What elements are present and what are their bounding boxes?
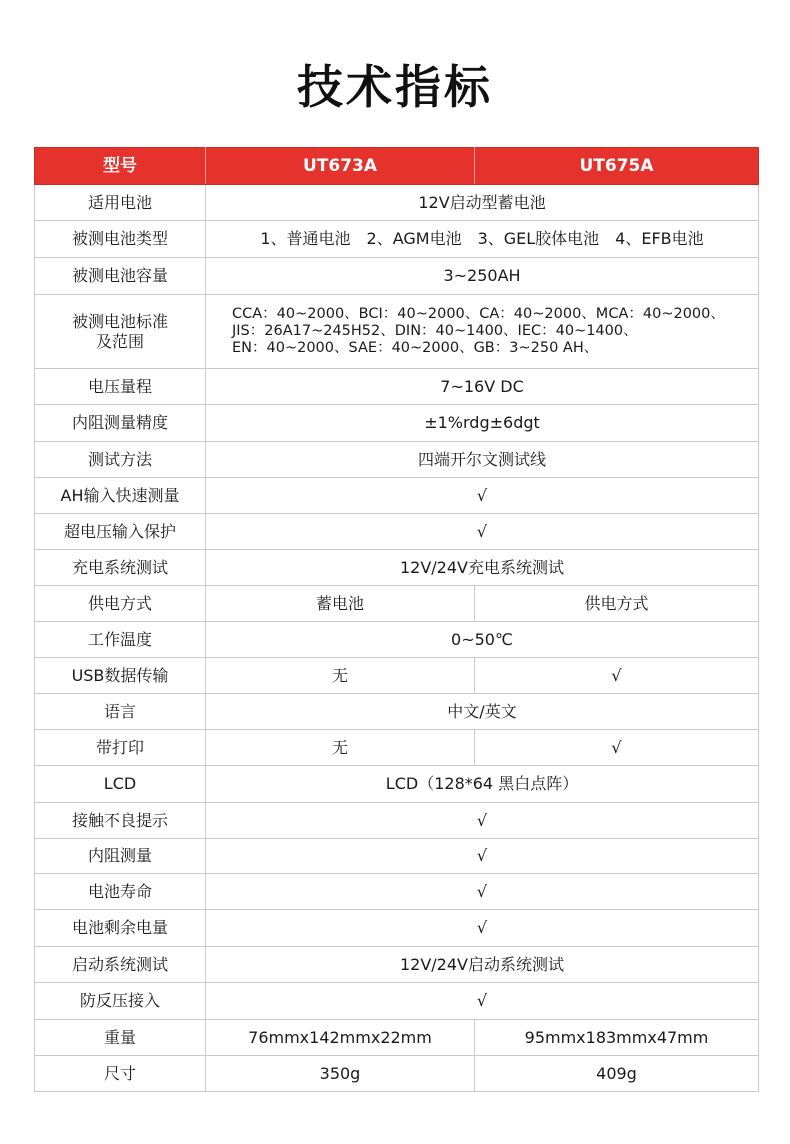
row-value: √: [206, 839, 759, 874]
header-model-b: UT675A: [475, 148, 759, 185]
row-value: √: [206, 983, 759, 1020]
row-value: √: [206, 874, 759, 910]
row-label-line: 及范围: [95, 331, 144, 351]
row-label: 被测电池容量: [35, 258, 206, 295]
row-value-b: √: [475, 658, 759, 694]
row-value: LCD（128*64 黑白点阵）: [206, 766, 759, 803]
row-label: 内阻测量精度: [35, 405, 206, 442]
table-row: [35, 694, 759, 730]
row-label: 重量: [35, 1020, 206, 1056]
row-value-a: 无: [206, 730, 475, 766]
row-label: 适用电池: [35, 185, 206, 221]
row-label: 工作温度: [35, 622, 206, 658]
row-label: 带打印: [35, 730, 206, 766]
table-row: [35, 405, 759, 442]
row-label: LCD: [35, 766, 206, 803]
table-row: [35, 1056, 759, 1092]
header-model-a: UT673A: [206, 148, 475, 185]
table-row: [35, 658, 759, 694]
spec-table: [34, 147, 759, 1092]
row-value: √: [206, 910, 759, 947]
row-value: 1、普通电池 2、AGM电池 3、GEL胶体电池 4、EFB电池: [206, 221, 759, 258]
row-value: 3~250AH: [206, 258, 759, 295]
row-value: √: [206, 803, 759, 839]
page-title: 技术指标: [297, 60, 493, 114]
table-row: [35, 514, 759, 550]
table-row: [35, 369, 759, 405]
row-label: 尺寸: [35, 1056, 206, 1092]
row-label: 电池寿命: [35, 874, 206, 910]
table-row: [35, 221, 759, 258]
table-row: [35, 910, 759, 947]
header-label-cell: 型号: [35, 148, 206, 185]
table-row: [35, 442, 759, 478]
row-label: 被测电池类型: [35, 221, 206, 258]
row-label: 充电系统测试: [35, 550, 206, 586]
row-label: 接触不良提示: [35, 803, 206, 839]
row-value: 7~16V DC: [206, 369, 759, 405]
row-value: ±1%rdg±6dgt: [206, 405, 759, 442]
row-value-standards: [206, 295, 759, 369]
table-row: [35, 730, 759, 766]
table-row: [35, 550, 759, 586]
table-row: [35, 803, 759, 839]
row-label: 内阻测量: [35, 839, 206, 874]
row-label: 语言: [35, 694, 206, 730]
row-value-b: 95mmx183mmx47mm: [475, 1020, 759, 1056]
table-row: [35, 258, 759, 295]
row-label: [35, 295, 206, 369]
row-value: 四端开尔文测试线: [206, 442, 759, 478]
row-label: AH输入快速测量: [35, 478, 206, 514]
standards-line: JIS：26A17~245H52、DIN：40~1400、IEC：40~1400、: [232, 323, 638, 339]
row-label-line: 被测电池标准: [71, 311, 168, 331]
row-label: USB数据传输: [35, 658, 206, 694]
table-row: [35, 478, 759, 514]
row-value: √: [206, 514, 759, 550]
standards-line: CCA：40~2000、BCI：40~2000、CA：40~2000、MCA：40~2000、: [232, 306, 725, 322]
row-value-b: 供电方式: [475, 586, 759, 622]
row-value: 中文/英文: [206, 694, 759, 730]
row-value-a: 无: [206, 658, 475, 694]
table-header-row: [35, 148, 759, 185]
row-label: 供电方式: [35, 586, 206, 622]
row-label: 电池剩余电量: [35, 910, 206, 947]
row-value: 12V/24V充电系统测试: [206, 550, 759, 586]
table-row: [35, 622, 759, 658]
row-value: 12V/24V启动系统测试: [206, 947, 759, 983]
table-row: [35, 874, 759, 910]
row-value-b: 409g: [475, 1056, 759, 1092]
table-row: [35, 295, 759, 369]
table-row: [35, 839, 759, 874]
table-row: [35, 586, 759, 622]
table-row: [35, 766, 759, 803]
row-label: 电压量程: [35, 369, 206, 405]
row-label: 测试方法: [35, 442, 206, 478]
row-value: √: [206, 478, 759, 514]
table-row: [35, 1020, 759, 1056]
row-label: 启动系统测试: [35, 947, 206, 983]
table-row: [35, 947, 759, 983]
row-value-a: 蓄电池: [206, 586, 475, 622]
row-value: 0~50℃: [206, 622, 759, 658]
table-row: [35, 185, 759, 221]
row-value-a: 76mmx142mmx22mm: [206, 1020, 475, 1056]
row-value-b: √: [475, 730, 759, 766]
table-row: [35, 983, 759, 1020]
row-value-a: 350g: [206, 1056, 475, 1092]
standards-line: EN：40~2000、SAE：40~2000、GB：3~250 AH、: [232, 340, 599, 356]
row-label: 超电压输入保护: [35, 514, 206, 550]
row-label: 防反压接入: [35, 983, 206, 1020]
row-value: 12V启动型蓄电池: [206, 185, 759, 221]
